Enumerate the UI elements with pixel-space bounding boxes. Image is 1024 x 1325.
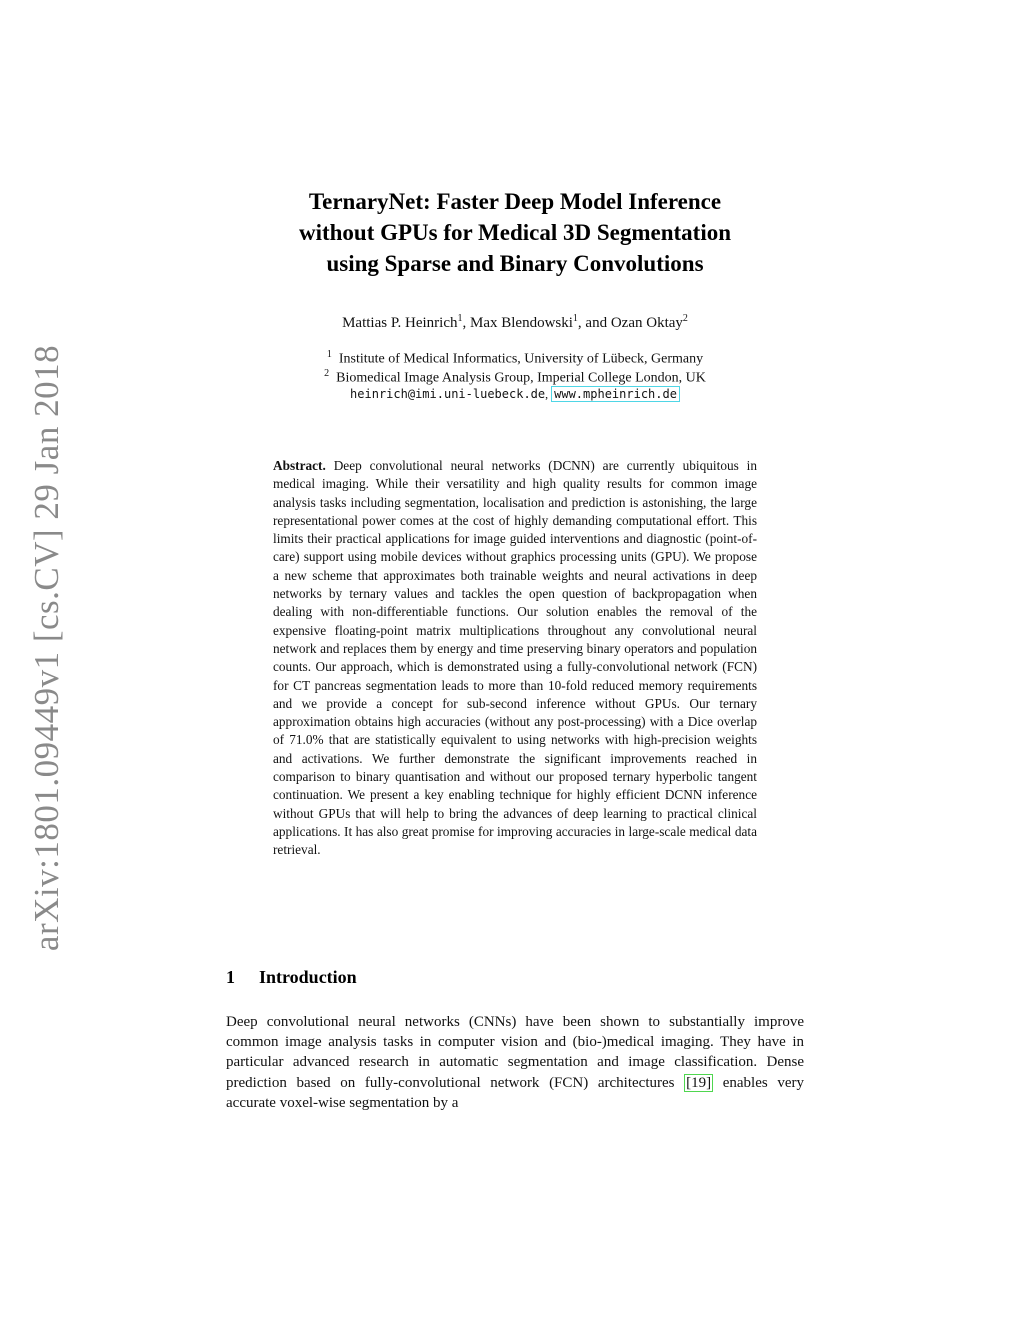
affiliation-mark: 1	[326, 349, 332, 360]
author-affiliation-mark: 2	[682, 313, 688, 324]
author-separator: ,	[462, 315, 470, 331]
abstract	[273, 457, 757, 860]
introduction-paragraph	[226, 1012, 804, 1113]
intro-text: Deep convolutional neural networks (CNNs) have been shown to substantially improve common image analysis tasks in computer vision and (bio-)medical imaging. They have in particular advanced research in automatic segmentation and image classification. Dense prediction based on fully-convolutional network (FCN) architectures	[226, 1014, 804, 1091]
title-line: TernaryNet: Faster Deep Model Inference	[308, 189, 722, 214]
paper-title	[215, 186, 815, 279]
affiliation-text: Biomedical Image Analysis Group, Imperial College London, UK	[336, 370, 706, 386]
arxiv-identifier-stamp: arXiv:1801.09449v1 [cs.CV] 29 Jan 2018	[27, 344, 66, 952]
author-name: Max Blendowski	[470, 315, 573, 331]
website-link[interactable]: www.mpheinrich.de	[551, 386, 680, 402]
abstract-text: Deep convolutional neural networks (DCNN) are currently ubiquitous in medical imaging. While their versatility and high quality results for common image analysis tasks including segmentation, localisation and prediction is astonishing, the large representational power comes at the cost of highly demanding computational effort. This limits their practical applications for image guided interventions and diagnostic (point-of-care) support using mobile devices without graphics processing units (GPU). We propose a new scheme that approximates both trainable weights and neural activations in deep networks by ternary values and tackles the open question of backpropagation when dealing with non-differentiable functions. Our solution enables the removal of the expensive floating-point matrix multiplications throughout any convolutional neural network and replaces them by energy and time preserving binary operators and population counts. Our approach, which is demonstrated using a fully-convolutional network (FCN) for CT pancreas segmentation leads to more than 10-fold reduced memory requirements and we provide a concept for sub-second inference without GPUs. Our ternary approximation obtains high accuracies (without any post-processing) with a Dice overlap of 71.0% that are statistically equivalent to using networks with high-precision weights and activations. We further demonstrate the significant improvements reached in comparison to binary quantisation and without our proposed ternary hyperbolic tangent continuation. We present a key enabling technique for highly efficient DCNN inference without GPUs that will help to bring the advances of deep learning to practical clinical applications. It has also great promise for improving accuracies in large-scale medical data retrieval.	[273, 458, 757, 858]
author-name: Mattias P. Heinrich	[342, 315, 458, 331]
affiliation-text: Institute of Medical Informatics, University of Lübeck, Germany	[338, 351, 704, 367]
title-line: without GPUs for Medical 3D Segmentation	[298, 220, 732, 245]
intro-text: enables very accurate voxel-wise segmentation by a	[226, 1074, 804, 1111]
contact-line	[215, 387, 815, 402]
author-separator: , and	[577, 315, 611, 331]
abstract-label: Abstract.	[273, 458, 326, 473]
author-affiliation-mark: 1	[572, 313, 578, 324]
email-link[interactable]: heinrich@imi.uni-luebeck.de	[350, 387, 546, 401]
affiliation-mark: 2	[324, 368, 330, 379]
citation-link[interactable]: [19]	[686, 1074, 712, 1091]
author-list	[215, 313, 815, 332]
affiliation	[215, 349, 815, 368]
contact-separator: ,	[545, 387, 552, 401]
title-line: using Sparse and Binary Convolutions	[326, 251, 704, 276]
author-affiliation-mark: 1	[457, 313, 463, 324]
author-name: Ozan Oktay	[610, 315, 683, 331]
affiliation	[215, 368, 815, 387]
section-title: Introduction	[259, 967, 357, 987]
section-heading	[226, 967, 357, 988]
section-number: 1	[226, 967, 235, 987]
